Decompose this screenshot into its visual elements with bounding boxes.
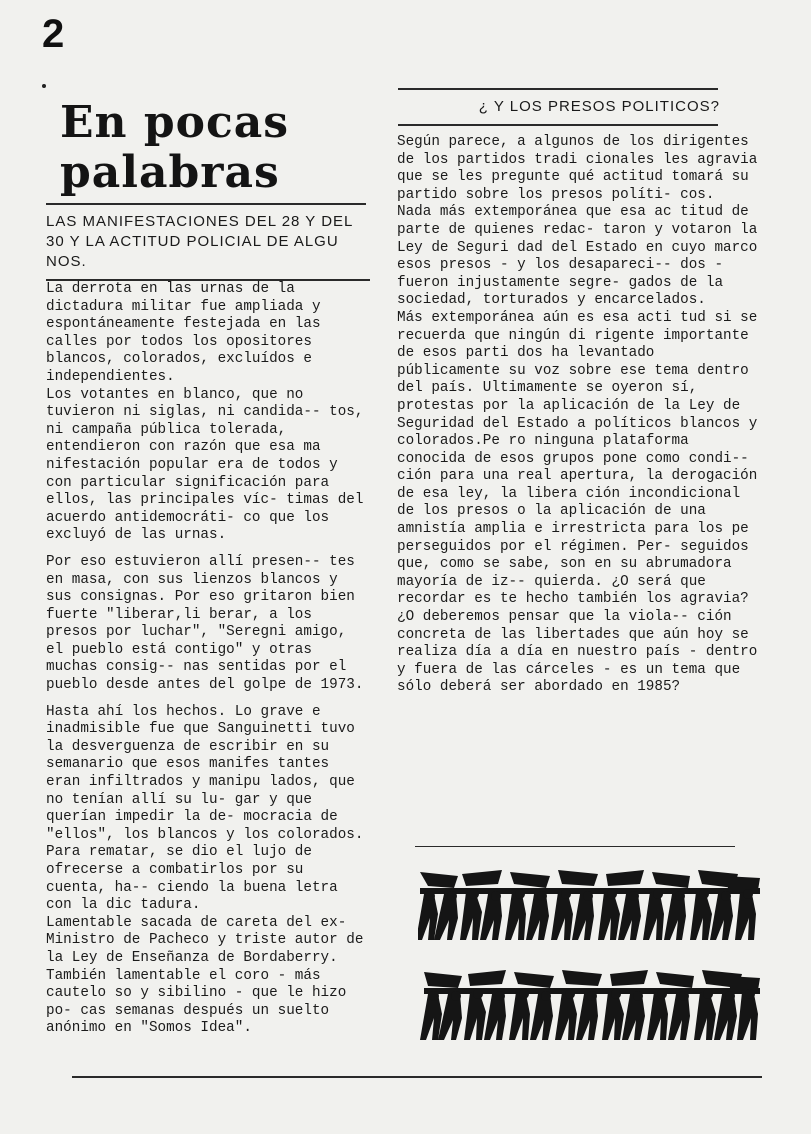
marching-crowd-illustration-1 [418,866,762,942]
left-article-body [46,281,372,1038]
ink-dot [42,84,46,88]
page-bottom-rule [72,1076,762,1078]
left-paragraph-5: Lamentable sacada de careta del ex-Ministro de Pacheco y triste autor de la Ley de Enseñanza de Bordaberry. También lamentable el coro - más cautelo so y sibilino - que le hizo po- cas semanas después un suelto anónimo en "Somos Idea". [46,914,364,1037]
left-paragraph-4: Hasta ahí los hechos. Lo grave e inadmisible fue que Sanguinetti tuvo la desverguenza de escribir en su semanario que esos manifes tantes eran infiltrados y manipu lados, que no tenían allí su lu- gar y que querían impedir la de- mocracia de "ellos", los blancos y los colorados. Para rematar, se dio el lujo de ofrecerse a combatirlos por su cuenta, ha-- ciendo la buena letra con la dic tadura. [46,703,364,914]
right-paragraph-3: Más extemporánea aún es esa acti tud si se recuerda que ningún di rigente importante de esos parti dos ha levantado públicamente su voz sobre ese tema dentro del país. Ultimamente se oyeron sí, protestas por la aplicación de la Ley de Seguridad del Estado a políticos blancos y colorados.Pe ro ninguna plataforma conocida de esos grupos pone como condi-- ción para una real apertura, la derogación de esa ley, la libera ción incondicional de los presos o la aplicación de una amnistía amplia e irrestricta para los pe perseguidos por el régimen. Per- seguidos que, como se sabe, son en su abrumadora mayoría de iz-- quierda. ¿O será que recordar es te hecho también los agravia? ¿O deberemos pensar que la viola-- ción concreta de las libertades que aún hoy se realiza día a día en nuestro país - dentro y fuera de las cárceles - es un tema que sólo deberá ser abordado en 1985? [397,309,758,696]
right-paragraph-2: Nada más extemporánea que esa ac titud de parte de quienes redac- taron y votaron la Ley de Seguri dad del Estado en cuyo marco esos presos - y los desapareci-- dos - fueron injustamente segre- gados de la sociedad, torturados y encarcelados. [397,204,758,309]
page-number: 2 [42,12,65,56]
right-bottom-rule [415,846,735,847]
headline-line-2: palabras [60,147,280,198]
left-paragraph-2: Los votantes en blanco, que no tuvieron ni siglas, ni candida-- tos, ni campaña pública tolerada, entendieron con razón que esa ma nifestación popular era de todos y con particular significación para ellos, las principales víc- timas del acuerdo antidemocráti- co que los excluyó de las urnas. [46,386,364,544]
right-top-rule [398,88,718,90]
right-article-title: ¿ Y LOS PRESOS POLITICOS? [478,98,720,115]
headline-line-1: En pocas [60,97,290,148]
headline [60,98,289,198]
left-paragraph-1: La derrota en las urnas de la dictadura militar fue ampliada y espontáneamente festejada en las calles por todos los opositores blancos, colorados, excluídos e independientes. [46,281,321,385]
right-article-body [397,134,759,697]
headline-rule [46,203,366,205]
left-paragraph-3: Por eso estuvieron allí presen-- tes en masa, con sus lienzos blancos y sus consignas. Por eso gritaron bien fuerte "liberar,li berar, a los presos por luchar", "Seregni amigo, el pueblo está contigo" y otras muchas consig-- nas sentidas por el pueblo desde antes del golpe de 1973. [46,553,364,694]
marching-crowd-illustration-2 [418,966,762,1042]
right-title-rule [398,124,718,126]
left-subheading: LAS MANIFESTACIONES DEL 28 Y DEL 30 Y LA ACTITUD POLICIAL DE ALGU NOS. [46,213,353,270]
right-paragraph-1: Según parece, a algunos de los dirigentes de los partidos tradi cionales les agravia que se les pregunte qué actitud tomará su partido sobre los presos políti- cos. [397,134,758,203]
